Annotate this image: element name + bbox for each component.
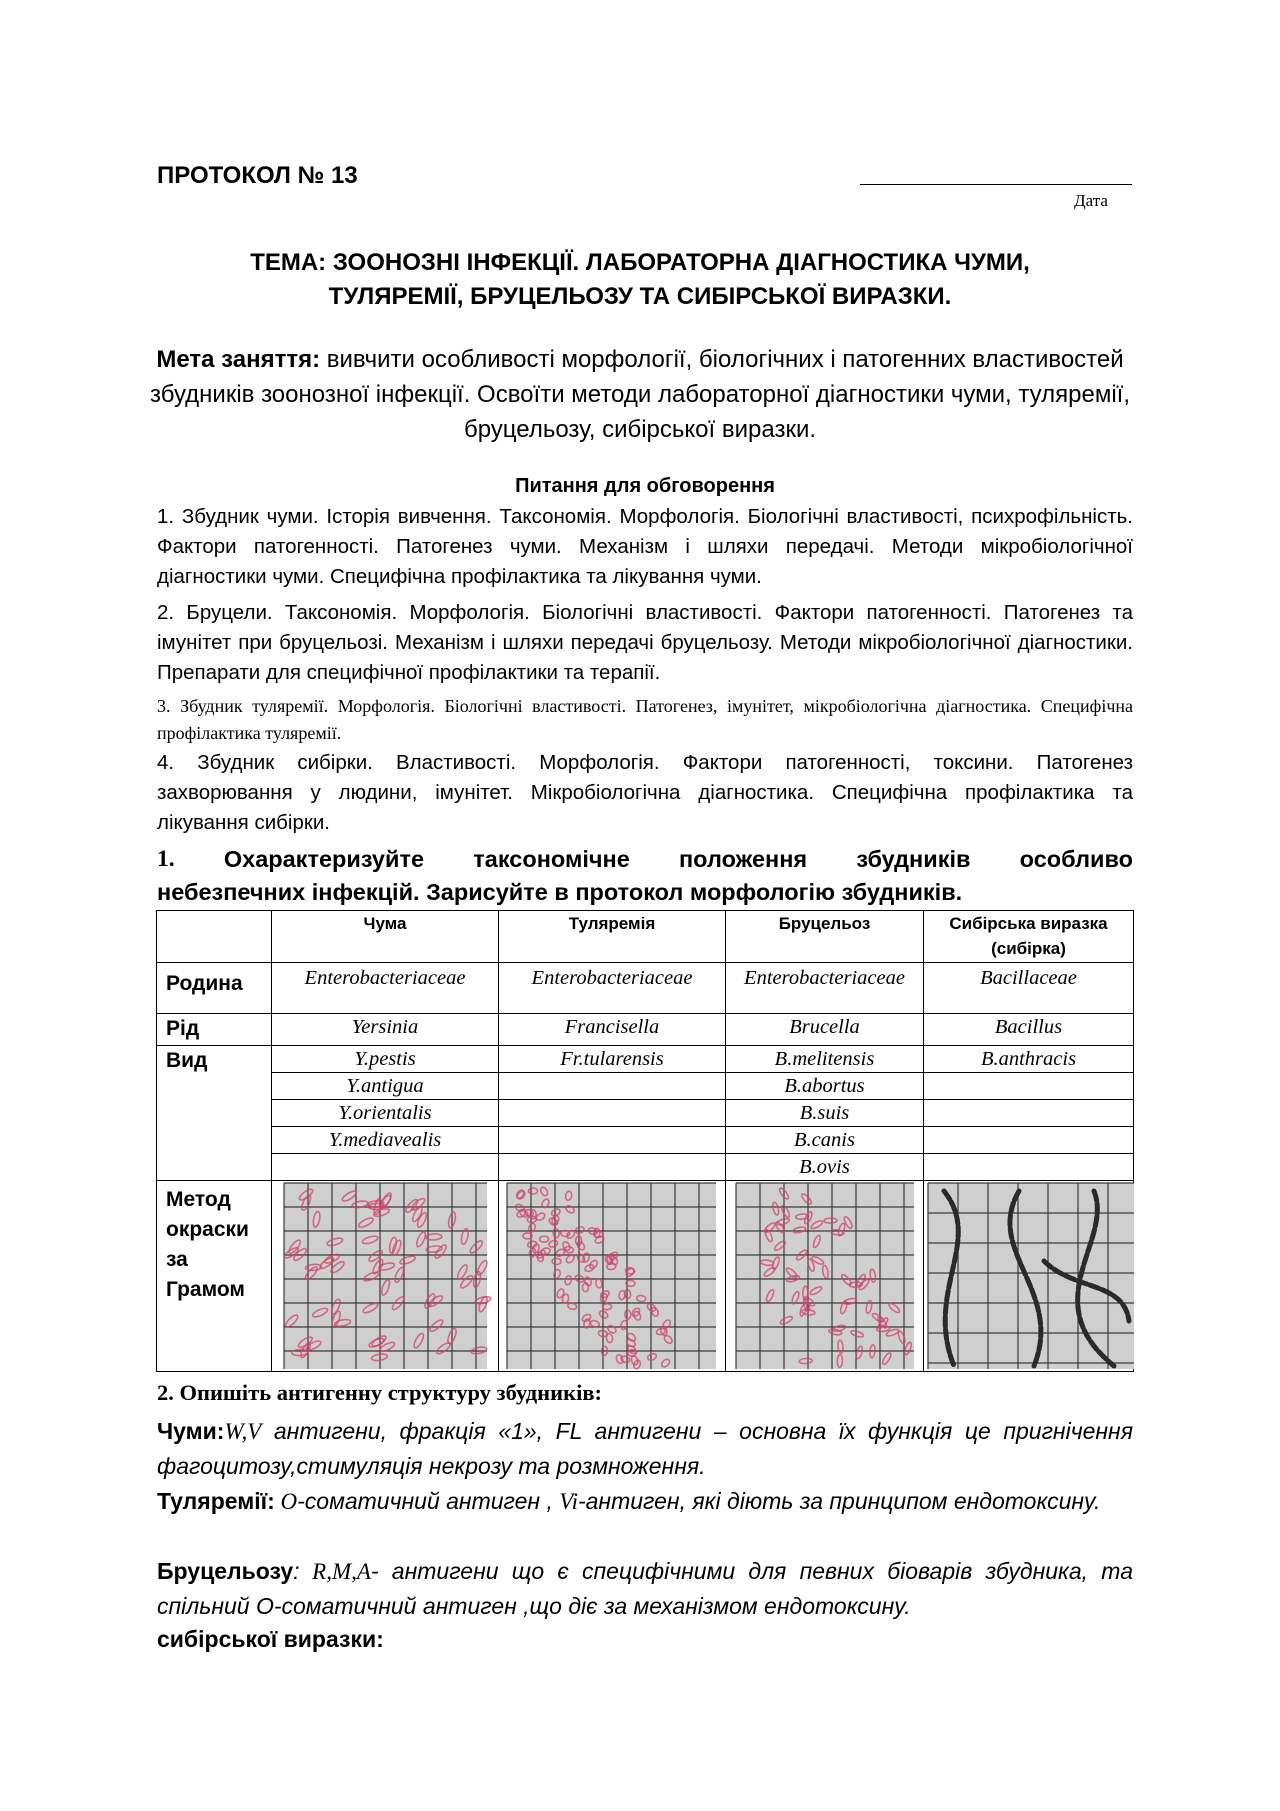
topic-title-line-2: ТУЛЯРЕМІЇ, БРУЦЕЛЬОЗУ ТА СИБІРСЬКОЇ ВИРАЗКИ. [328, 283, 952, 310]
antigen-label: сибірської виразки: [157, 1626, 384, 1652]
table-cell [272, 1154, 499, 1181]
table-cell [499, 1154, 726, 1181]
gram-stain-drawing-brucellosis [726, 1181, 924, 1371]
column-header-brucellosis: Бруцельоз [726, 911, 924, 963]
table-cell [924, 1154, 1134, 1181]
date-label: Дата [1074, 191, 1108, 210]
lesson-goal [150, 342, 1130, 447]
antigen-symbols: Vi [559, 1489, 578, 1514]
table-cell [499, 1100, 726, 1127]
task-1-line-2: небезпечних інфекцій. Зарисуйте в протокол морфологію збудників. [157, 879, 963, 905]
taxonomy-table [156, 910, 1134, 1372]
task-2-heading: 2. Опишіть антигенну структуру збудників: [157, 1380, 602, 1405]
antigen-symbols: W,V [224, 1419, 262, 1444]
gram-stain-drawing-anthrax [924, 1181, 1134, 1371]
paper-background [736, 1183, 914, 1369]
question-2: 2. Бруцели. Таксономія. Морфологія. Біологічні властивості. Фактори патогенності. Патогенез та імунітет при бруцельозі. Механізм і шляхи передачі бруцельозу. Методи мікробіологічної діагностики. Препарати для специфічної профілактики та терапії. [157, 601, 1133, 684]
column-header-anthrax: Сибірська виразка (сибірка) [924, 911, 1134, 963]
task-1-word: збудників [856, 846, 971, 872]
table-corner-cell [157, 911, 272, 963]
table-row-species [157, 1046, 1134, 1073]
table-cell: Y.antigua [272, 1073, 499, 1100]
table-row-gram-stain [157, 1181, 1134, 1372]
gram-drawing-brucellosis-cell [726, 1181, 924, 1372]
table-cell [924, 1073, 1134, 1100]
task-1-number: 1. [157, 846, 175, 872]
antigen-brucellosis [157, 1554, 1133, 1623]
antigen-label: Туляремії: [157, 1488, 275, 1514]
row-label-family: Родина [157, 963, 272, 1014]
table-cell: Francisella [499, 1014, 726, 1046]
antigen-text: -антиген, які діють за принципом ендотоксину. [577, 1488, 1101, 1514]
row-label-line: окраски [166, 1218, 249, 1241]
antigen-plague [157, 1414, 1133, 1483]
goal-label: Мета заняття: [156, 346, 321, 373]
column-header-plague: Чума [272, 911, 499, 963]
protocol-number: ПРОТОКОЛ № 13 [157, 162, 358, 189]
table-cell [924, 1100, 1134, 1127]
table-cell: Y.pestis [272, 1046, 499, 1073]
antigen-text: антигени, фракція «1», FL антигени – основна їх функція це пригнічення фагоцитозу,стимуляція некрозу та розмноження. [157, 1418, 1133, 1479]
table-cell: Enterobacteriaceae [499, 963, 726, 1014]
goal-text: вивчити особливості морфології, біологічних і патогенних властивостей збудників зоонозної інфекції. Освоїти методи лабораторної діагностики чуми, туляремії, бруцельозу, сибірської виразки. [150, 346, 1130, 443]
gram-stain-drawing-plague [272, 1181, 499, 1371]
table-row-species [157, 1154, 1134, 1181]
task-1-word: особливо [1019, 846, 1133, 872]
question-4: 4. Збудник сибірки. Властивості. Морфологія. Фактори патогенності, токсини. Патогенез захворювання у людини, імунітет. Мікробіологічна діагностика. Специфічна профілактика та лікування сибірки. [157, 751, 1133, 834]
task-1-line-1 [157, 843, 1133, 876]
antigen-symbols: R,M,A [299, 1559, 371, 1584]
table-cell: B.anthracis [924, 1046, 1134, 1073]
table-cell: B.suis [726, 1100, 924, 1127]
table-row-family [157, 963, 1134, 1014]
gram-stain-drawing-tularemia [499, 1181, 726, 1371]
row-label-gram-stain [157, 1181, 272, 1372]
table-cell: B.canis [726, 1127, 924, 1154]
table-row-species [157, 1127, 1134, 1154]
antigen-colon: : [293, 1558, 300, 1584]
row-label-line: Метод [166, 1188, 231, 1211]
table-header-row [157, 911, 1134, 963]
table-cell [499, 1127, 726, 1154]
table-cell: Brucella [726, 1014, 924, 1046]
table-cell: Y.orientalis [272, 1100, 499, 1127]
antigen-tularemia [157, 1484, 1133, 1519]
gram-drawing-anthrax-cell [924, 1181, 1134, 1372]
topic-title [150, 246, 1130, 314]
table-cell: Bacillaceae [924, 963, 1134, 1014]
table-cell [924, 1127, 1134, 1154]
table-cell: Bacillus [924, 1014, 1134, 1046]
gram-drawing-tularemia-cell [499, 1181, 726, 1372]
task-1-word: Охарактеризуйте [223, 846, 425, 872]
question-3: 3. Збудник туляремії. Морфологія. Біологічні властивості. Патогенез, імунітет, мікробіологічна діагностика. Специфічна профілактика туляремії. [157, 696, 1133, 743]
antigen-anthrax [157, 1622, 1133, 1656]
question-1: 1. Збудник чуми. Історія вивчення. Таксономія. Морфологія. Біологічні властивості, психрофільність. Фактори патогенності. Патогенез чуми. Механізм і шляхи передачі. Методи мікробіологічної діагностики чуми. Специфічна профілактика та лікування чуми. [157, 505, 1133, 588]
antigen-label: Чуми: [157, 1418, 225, 1444]
antigen-text: - антигени що є специфічними для певних біоварів збудника, та спільний О-соматичний антиген ,що діє за механізмом ендотоксину. [157, 1558, 1133, 1619]
questions-title: Питання для обговорення [515, 475, 775, 497]
table-cell: Enterobacteriaceae [272, 963, 499, 1014]
task-1-word: положення [678, 846, 808, 872]
gram-drawing-plague-cell [272, 1181, 499, 1372]
row-label-line: за [166, 1248, 188, 1271]
date-input-line [860, 168, 1132, 185]
task-1-heading [157, 843, 1133, 909]
table-cell: B.melitensis [726, 1046, 924, 1073]
table-cell: Yersinia [272, 1014, 499, 1046]
column-header-tularemia: Туляремія [499, 911, 726, 963]
table-cell: B.abortus [726, 1073, 924, 1100]
antigen-symbols: O [274, 1489, 298, 1514]
task-1-word: таксономічне [473, 846, 630, 872]
table-row-species [157, 1073, 1134, 1100]
table-row-genus [157, 1014, 1134, 1046]
table-cell: Y.mediavealis [272, 1127, 499, 1154]
table-cell: Enterobacteriaceae [726, 963, 924, 1014]
table-row-species [157, 1100, 1134, 1127]
row-label-genus: Рід [157, 1014, 272, 1046]
row-label-species: Вид [157, 1046, 272, 1181]
table-cell: B.ovis [726, 1154, 924, 1181]
antigen-label: Бруцельозу [157, 1558, 294, 1584]
topic-title-line-1: ТЕМА: ЗООНОЗНІ ІНФЕКЦІЇ. ЛАБОРАТОРНА ДІАГНОСТИКА ЧУМИ, [250, 249, 1030, 276]
row-label-line: Грамом [166, 1278, 245, 1301]
table-cell [499, 1073, 726, 1100]
paper-background [928, 1183, 1134, 1369]
antigen-text: -соматичний антиген , [297, 1488, 560, 1514]
table-cell: Fr.tularensis [499, 1046, 726, 1073]
